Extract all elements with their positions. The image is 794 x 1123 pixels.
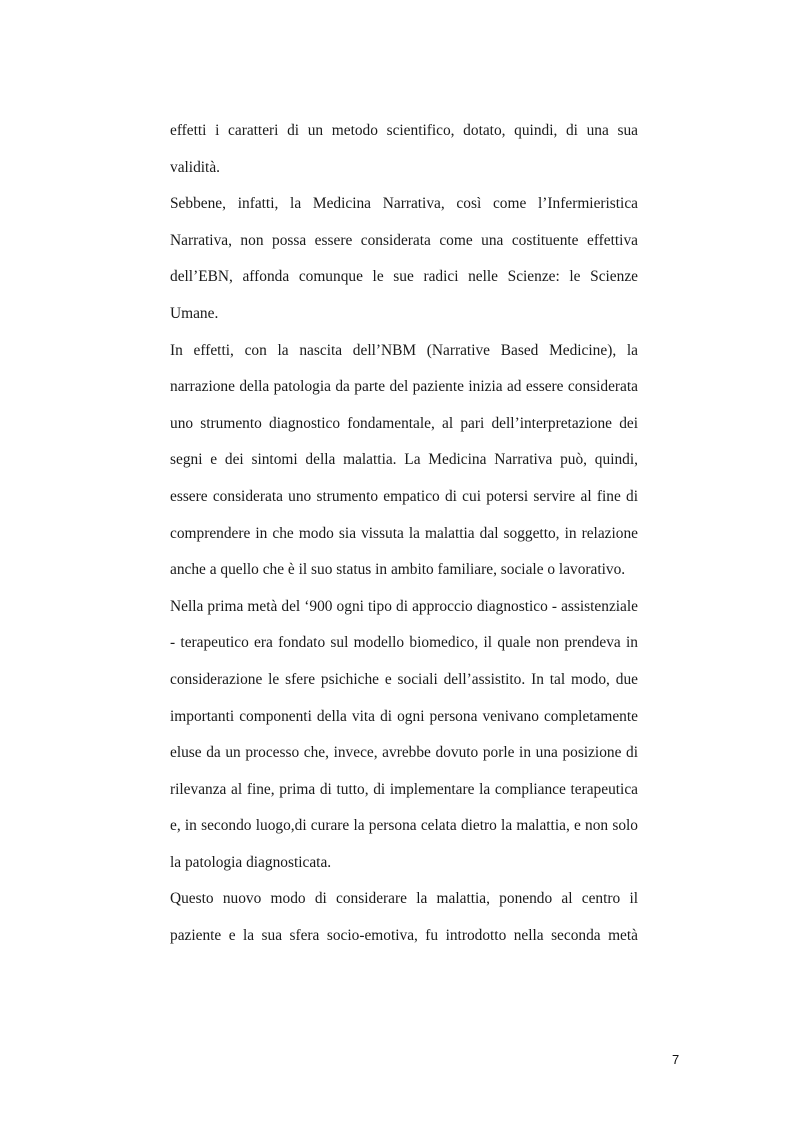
paragraph-5: Questo nuovo modo di considerare la malattia, ponendo al centro il paziente e la sua sfera socio-emotiva, fu introdotto nella seconda metà [170,890,638,945]
paragraph-4: Nella prima metà del ‘900 ogni tipo di approccio diagnostico - assistenziale - terapeutico era fondato sul modello biomedico, il quale non prendeva in considerazione le sfere psichiche e sociali dell’assistito. In tal modo, due importanti componenti della vita di ogni persona venivano completamente eluse da un processo che, invece, avrebbe dovuto porle in una posizione di rilevanza al fine, prima di tutto, di implementare la compliance terapeutica e, in secondo luogo,di curare la persona celata dietro la malattia, e non solo la patologia diagnosticata. [170,597,638,871]
paragraph-1: effetti i caratteri di un metodo scientifico, dotato, quindi, di una sua validità. [170,122,638,176]
page-number: 7 [672,1052,680,1067]
body-text [170,113,638,955]
paragraph-3: In effetti, con la nascita dell’NBM (Narrative Based Medicine), la narrazione della patologia da parte del paziente inizia ad essere considerata uno strumento diagnostico fondamentale, al pari dell’interpretazione dei segni e dei sintomi della malattia. La Medicina Narrativa può, quindi, essere considerata uno strumento empatico di cui potersi servire al fine di comprendere in che modo sia vissuta la malattia dal soggetto, in relazione anche a quello che è il suo status in ambito familiare, sociale o lavorativo. [170,341,638,579]
paragraph-2: Sebbene, infatti, la Medicina Narrativa, così come l’Infermieristica Narrativa, non possa essere considerata come una costituente effettiva dell’EBN, affonda comunque le sue radici nelle Scienze: le Scienze Umane. [170,195,638,322]
